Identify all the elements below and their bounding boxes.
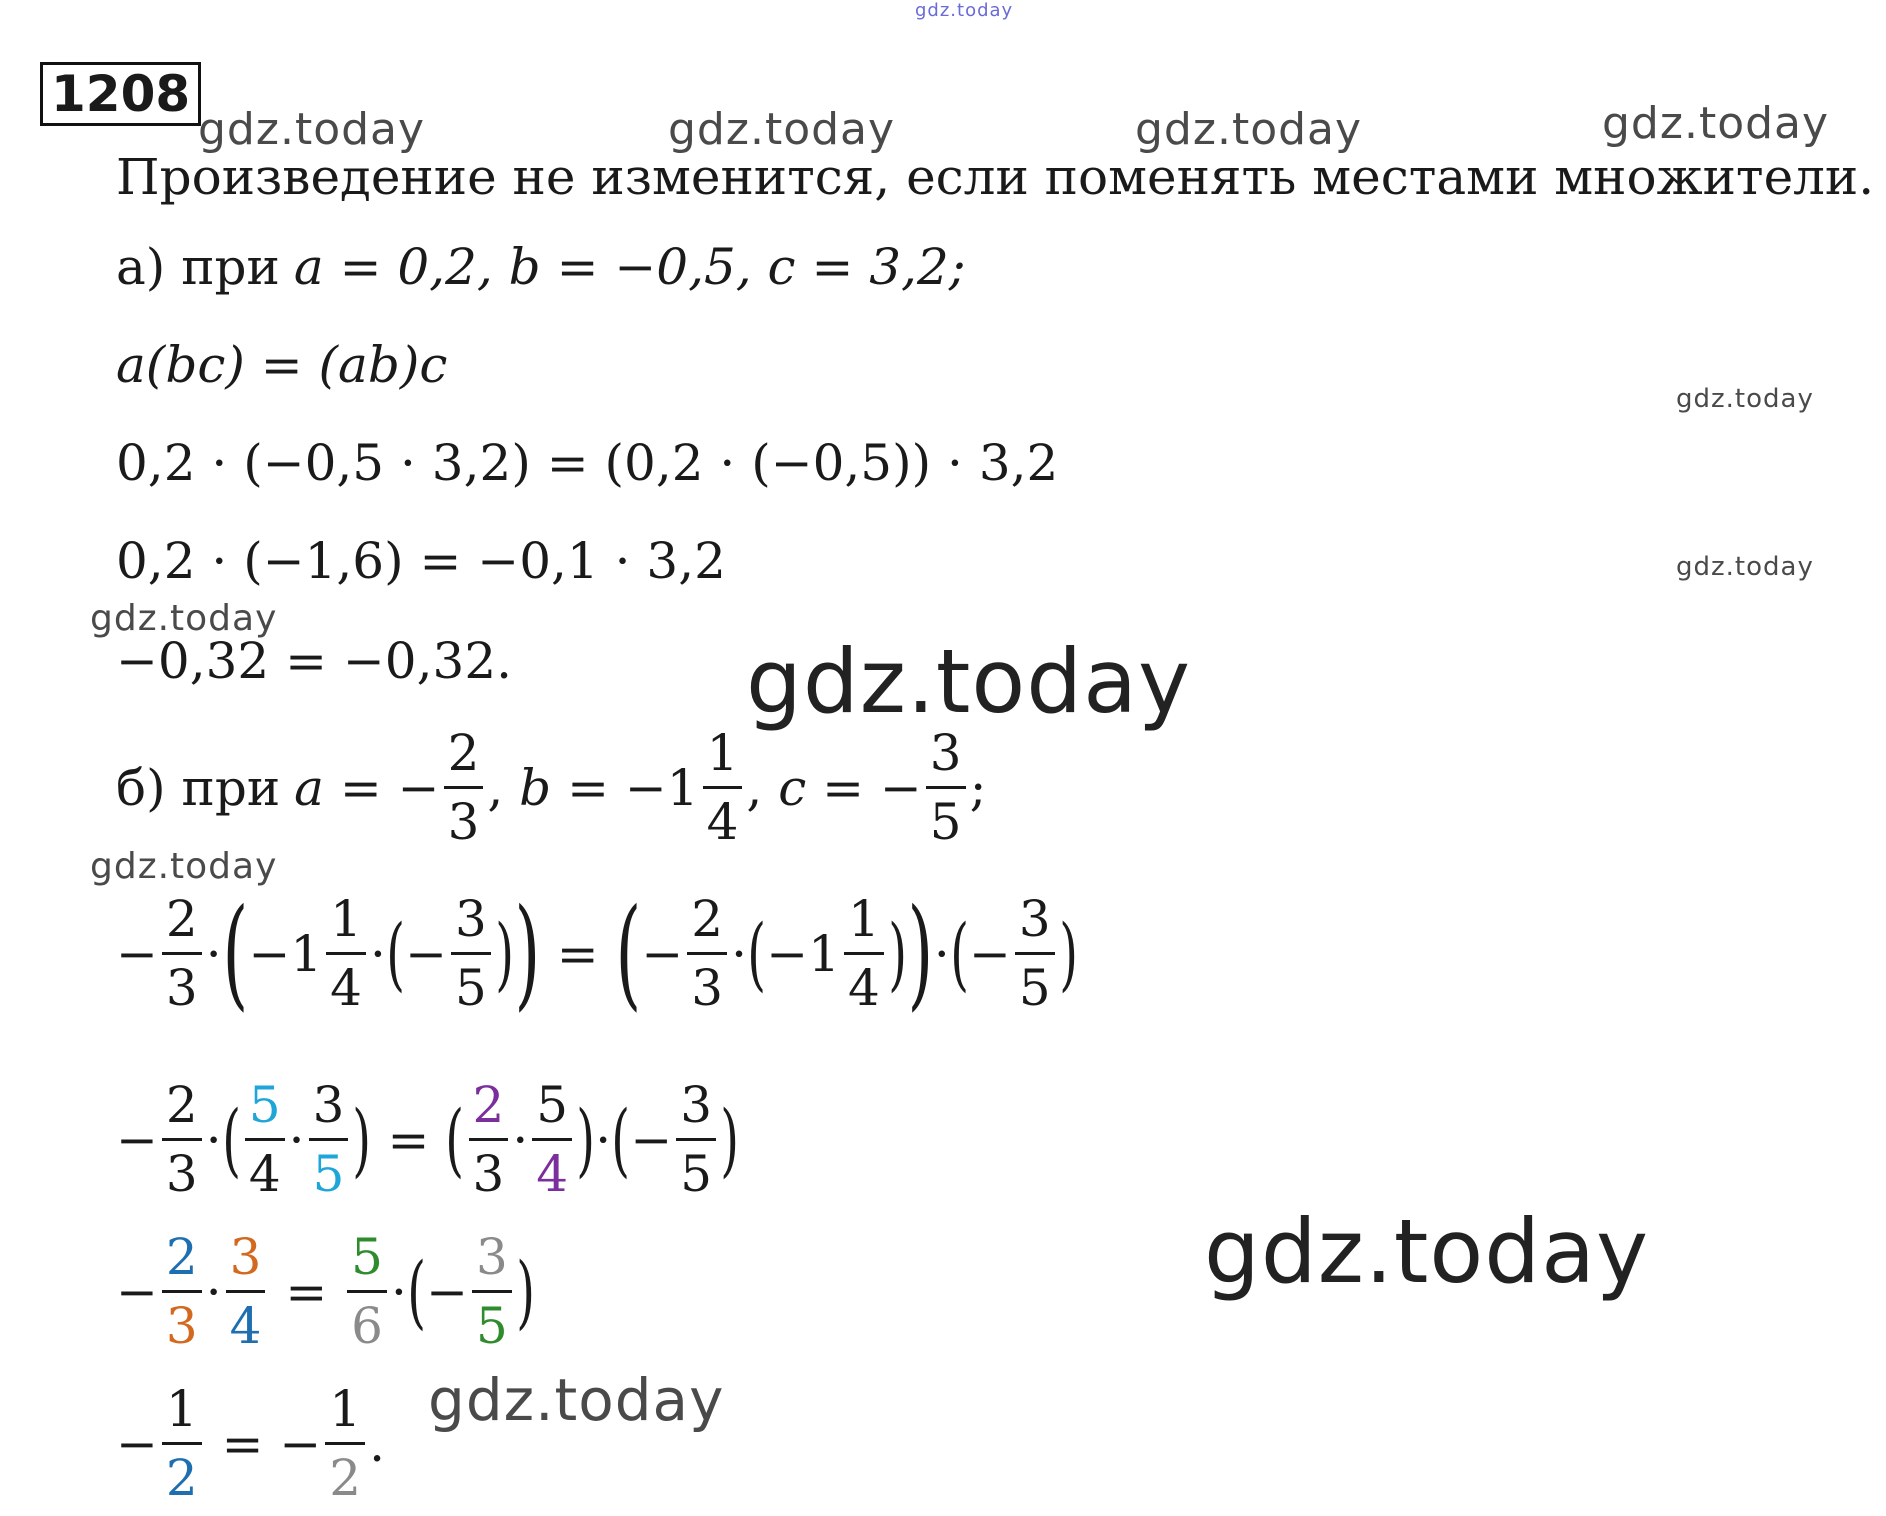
watermark: gdz.today bbox=[90, 846, 278, 887]
watermark-large: gdz.today bbox=[746, 630, 1192, 733]
fraction-c: $\frac{3}{5}$ bbox=[926, 724, 966, 851]
watermark: gdz.today bbox=[668, 104, 896, 155]
problem-number: 1208 bbox=[40, 62, 201, 126]
part-a-formula: a(bc) = (ab)c bbox=[116, 336, 448, 394]
part-a-label: а) при bbox=[116, 238, 280, 296]
part-b-step1: − $\frac{2}{3}$ · ( − 1 $\frac{1}{4}$ · ( − $\frac{3}{5}$ ) ) = ( − $\frac{2}{3}$ · ( − 1 $\frac{1}{4}$ ) ) · ( − $\frac{3}{5}$ ) bbox=[116, 883, 1078, 1023]
part-b-step3: − $\frac{2}{3}$ · $\frac{3}{4}$ = $\frac{5}{6}$ · ( − $\frac{3}{5}$ ) bbox=[116, 1228, 535, 1355]
watermark-large: gdz.today bbox=[1204, 1200, 1650, 1303]
fraction-b: $\frac{1}{4}$ bbox=[703, 724, 743, 851]
problem-statement: Произведение не изменится, если поменять местами множители. bbox=[116, 148, 1875, 206]
part-a-step2: 0,2 · (−1,6) = −0,1 · 3,2 bbox=[116, 532, 726, 590]
part-a-conditions bbox=[116, 238, 966, 296]
watermark-top: gdz.today bbox=[915, 0, 1014, 21]
watermark: gdz.today bbox=[198, 104, 426, 155]
part-b-step2: − $\frac{2}{3}$ · ( $\frac{5}{4}$ · $\frac{3}{5}$ ) = ( $\frac{2}{3}$ · $\frac{5}{4}$ ) · ( − $\frac{3}{5}$ ) bbox=[116, 1076, 740, 1203]
part-b-conditions: б) при a = − $\frac{2}{3}$ , b = − 1 $\frac{1}{4}$ , c = − $\frac{3}{5}$ ; bbox=[116, 724, 987, 851]
part-b-label: б) при bbox=[116, 758, 281, 817]
watermark: gdz.today bbox=[1676, 384, 1814, 414]
watermark: gdz.today bbox=[1135, 104, 1363, 155]
watermark: gdz.today bbox=[90, 598, 278, 639]
part-a-step3: −0,32 = −0,32. bbox=[116, 632, 513, 690]
part-a-step1: 0,2 · (−0,5 · 3,2) = (0,2 · (−0,5)) · 3,2 bbox=[116, 434, 1059, 492]
watermark: gdz.today bbox=[1676, 552, 1814, 582]
watermark: gdz.today bbox=[1602, 98, 1830, 149]
part-a-values: a = 0,2, b = −0,5, c = 3,2; bbox=[293, 238, 966, 296]
watermark: gdz.today bbox=[428, 1366, 725, 1434]
fraction-a: $\frac{2}{3}$ bbox=[444, 724, 484, 851]
part-b-step4: − $\frac{1}{2}$ = − $\frac{1}{2}$ . bbox=[116, 1380, 386, 1507]
